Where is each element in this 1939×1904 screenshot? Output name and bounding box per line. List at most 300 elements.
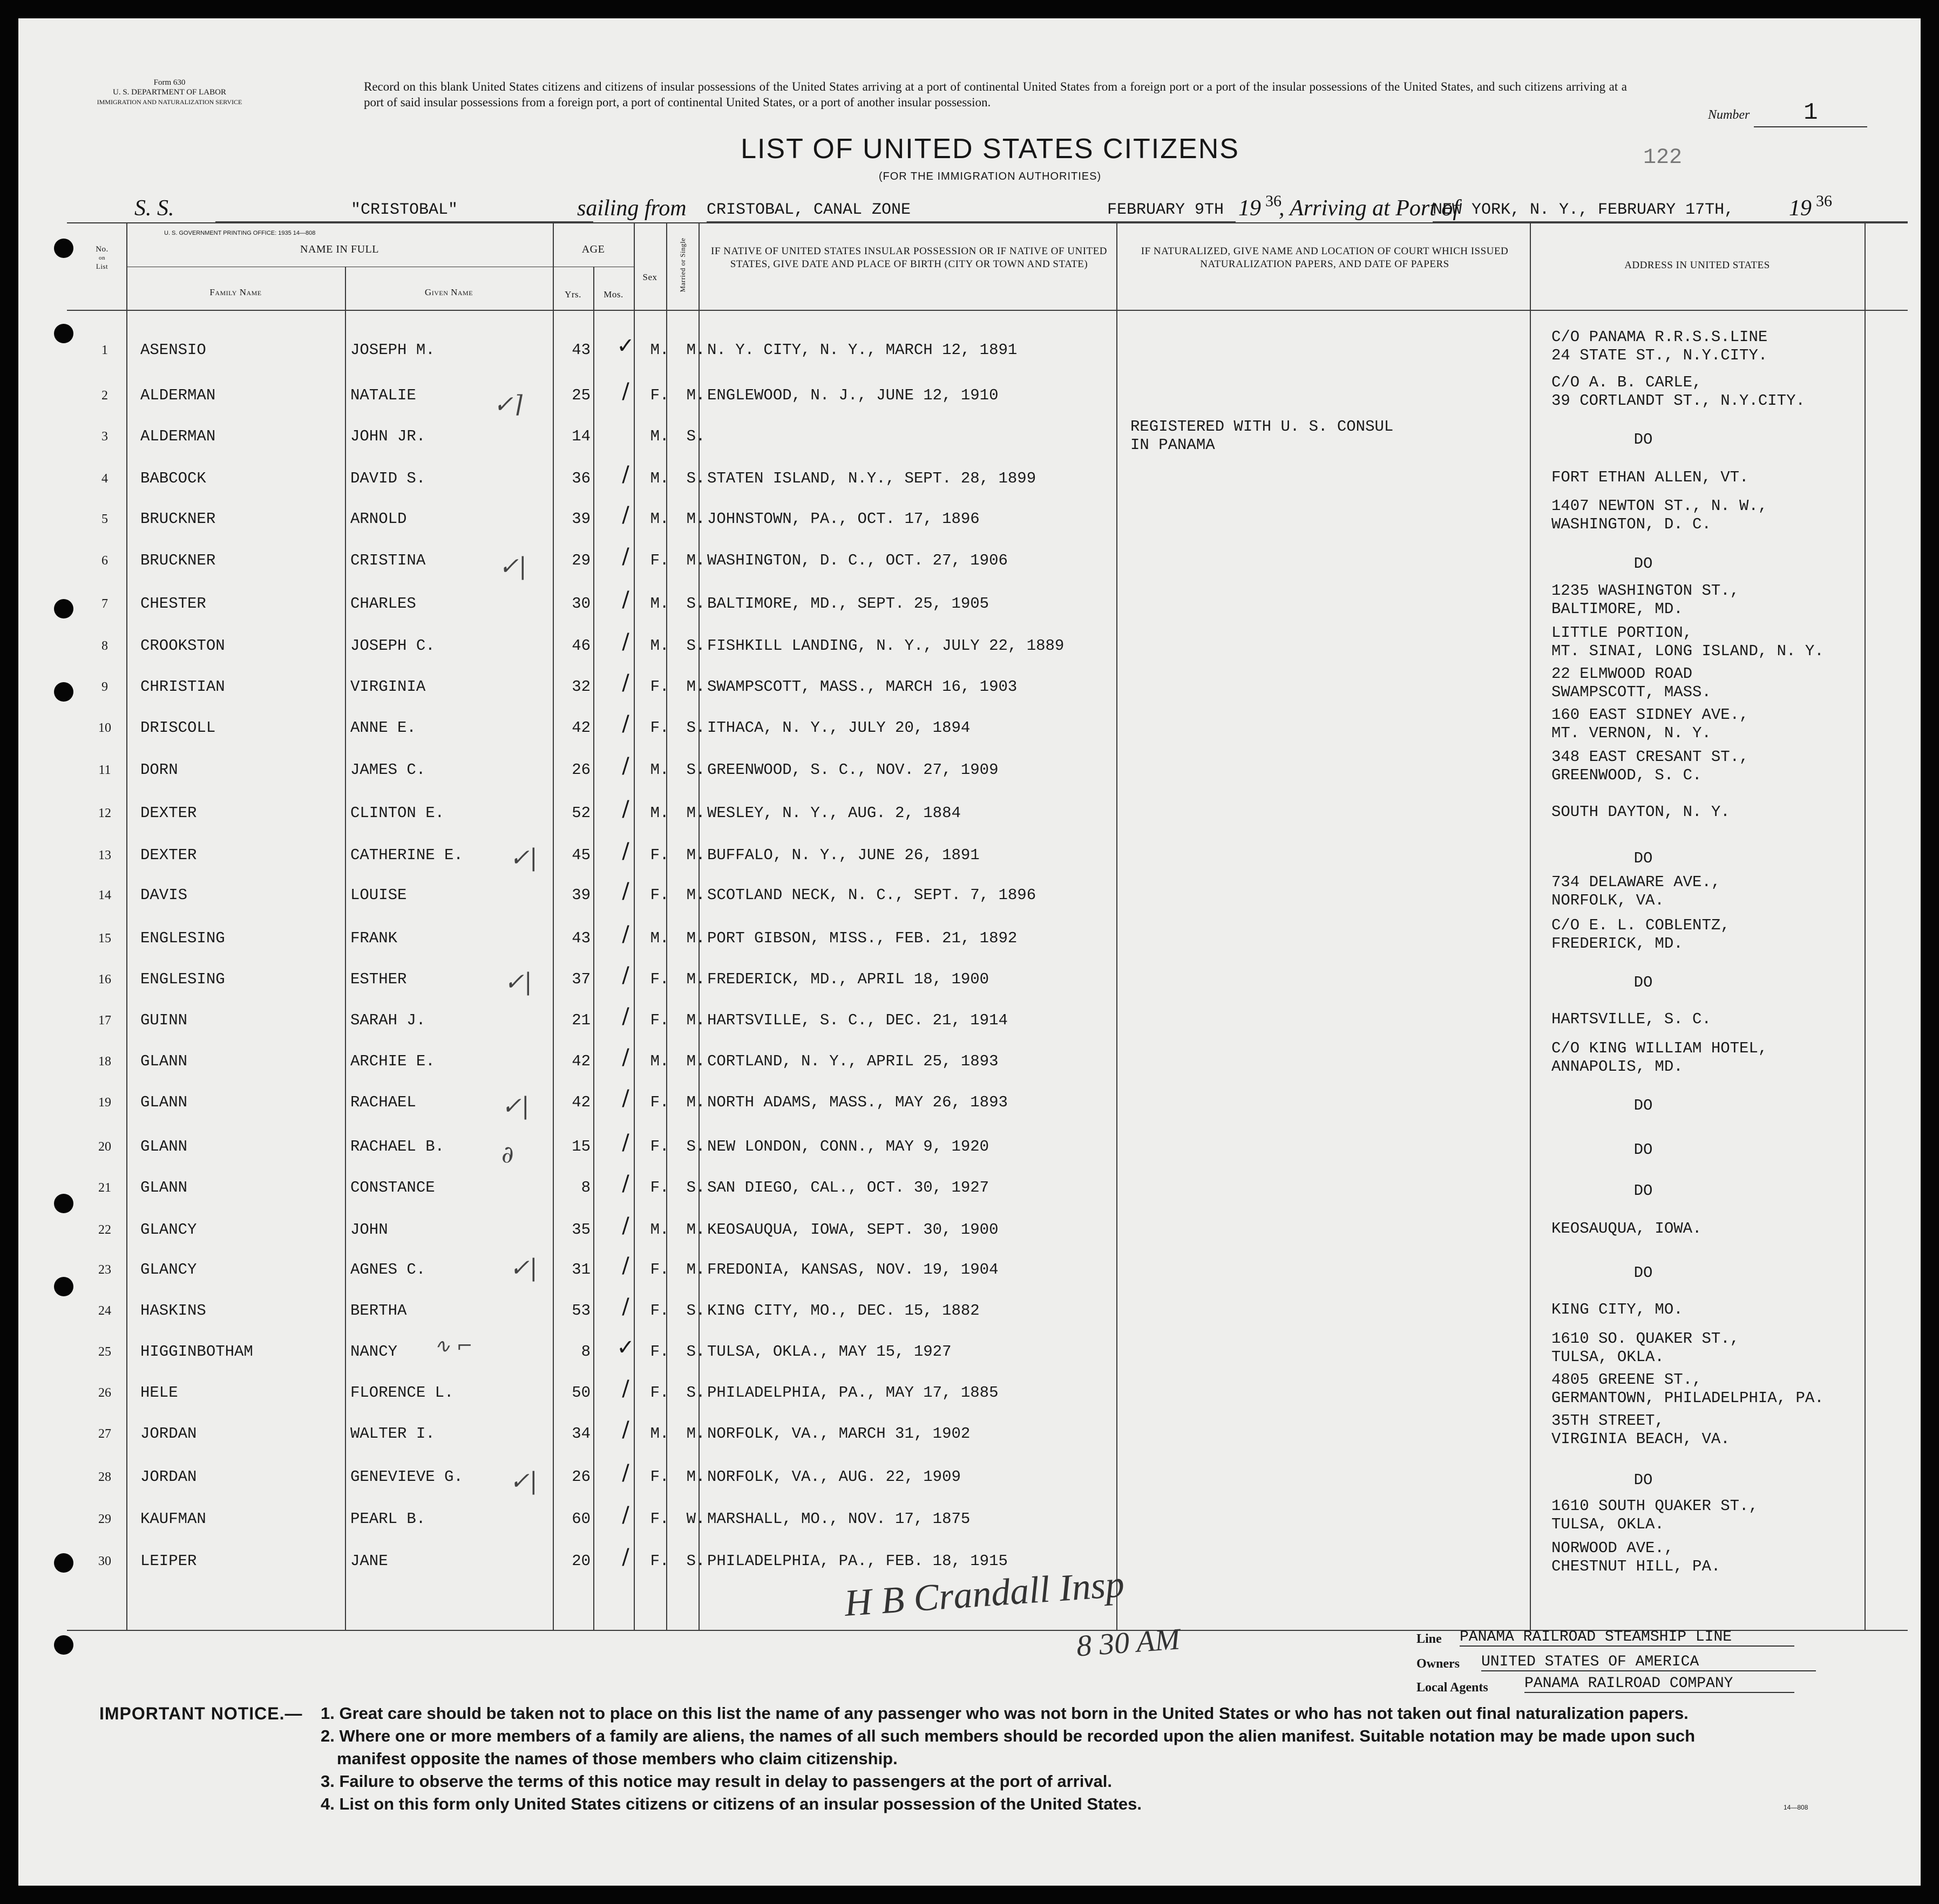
sex: F. (650, 552, 669, 569)
marital-status: M. (686, 1425, 706, 1443)
birth-place-date: FREDERICK, MD., APRIL 18, 1900 (707, 970, 989, 988)
family-name: CROOKSTON (140, 637, 225, 655)
age-years: 21 (572, 1011, 591, 1029)
age-years: 35 (572, 1221, 591, 1239)
family-name: DRISCOLL (140, 719, 216, 737)
us-address: 1235 WASHINGTON ST., BALTIMORE, MD. (1551, 582, 1740, 618)
marital-status: M. (686, 804, 706, 822)
age-years: 52 (572, 804, 591, 822)
us-address: C/O E. L. COBLENTZ, FREDERICK, MD. (1551, 916, 1730, 953)
sex: F. (650, 1552, 669, 1570)
header-bottom-rule (67, 310, 1908, 311)
year-from: 36 (1265, 192, 1282, 210)
family-name: ENGLESING (140, 929, 225, 947)
sex: M. (650, 761, 669, 779)
tick-mark: / (622, 1417, 629, 1442)
tick-mark: / (622, 1376, 629, 1401)
family-name: BABCOCK (140, 470, 206, 487)
row-number: 11 (98, 763, 111, 777)
table-row (18, 418, 1921, 464)
age-years: 53 (572, 1302, 591, 1320)
row-number: 4 (101, 472, 108, 486)
family-name: HASKINS (140, 1302, 206, 1320)
inspector-signature: H B Crandall Insp (843, 1563, 1126, 1625)
us-address: DO (1633, 849, 1653, 867)
given-name: DAVID S. (350, 470, 426, 487)
tick-mark: / (622, 753, 629, 778)
family-name: HIGGINBOTHAM (140, 1343, 253, 1361)
header-given-name: Given Name (424, 287, 473, 297)
table-row (18, 328, 1921, 378)
us-address: 734 DELAWARE AVE., NORFOLK, VA. (1551, 873, 1721, 909)
tick-mark: / (622, 629, 629, 654)
given-name: AGNES C. (350, 1261, 426, 1279)
row-number: 12 (98, 806, 111, 820)
inspection-time: 8 30 AM (1075, 1622, 1181, 1663)
tick-mark: / (622, 711, 629, 736)
row-number: 13 (98, 848, 111, 862)
table-row (18, 373, 1921, 423)
given-name: VIRGINIA (350, 678, 426, 696)
sex: F. (650, 1138, 669, 1155)
marital-status: M. (686, 1052, 706, 1070)
marital-status: S. (686, 1384, 706, 1402)
table-row (18, 797, 1921, 841)
age-years: 32 (572, 678, 591, 696)
tick-mark: / (622, 502, 629, 527)
age-years: 43 (572, 341, 591, 359)
us-address: 348 EAST CRESANT ST., GREENWOOD, S. C. (1551, 748, 1749, 784)
handwritten-mark: ∂ (501, 1141, 514, 1168)
arrival-port-date: NEW YORK, N. Y., FEBRUARY 17TH, (1433, 201, 1908, 222)
header-no: No. on List (96, 245, 109, 270)
marital-status: W. (686, 1510, 706, 1528)
sex: F. (650, 1384, 669, 1402)
marital-status: M. (686, 1221, 706, 1239)
us-address: HARTSVILLE, S. C. (1551, 1010, 1711, 1028)
handwritten-mark: ✓| (510, 844, 538, 872)
us-address: DO (1633, 1471, 1653, 1489)
birth-place-date: NORFOLK, VA., MARCH 31, 1902 (707, 1425, 971, 1443)
row-number: 2 (101, 389, 108, 403)
binder-hole (54, 239, 73, 258)
birth-place-date: SWAMPSCOTT, MASS., MARCH 16, 1903 (707, 678, 1018, 696)
us-address: FORT ETHAN ALLEN, VT. (1551, 468, 1749, 486)
marital-status: M. (686, 386, 706, 404)
birth-place-date: WESLEY, N. Y., AUG. 2, 1884 (707, 804, 961, 822)
line-value: PANAMA RAILROAD STEAMSHIP LINE (1460, 1629, 1794, 1647)
departure-date: FEBRUARY 9TH (1095, 201, 1236, 222)
given-name: LOUISE (350, 886, 407, 904)
tick-mark: / (622, 797, 629, 821)
given-name: FLORENCE L. (350, 1384, 454, 1402)
given-name: RACHAEL (350, 1093, 416, 1111)
given-name: JAMES C. (350, 761, 426, 779)
us-address: 1610 SOUTH QUAKER ST., TULSA, OKLA. (1551, 1497, 1758, 1533)
us-address: 160 EAST SIDNEY AVE., MT. VERNON, N. Y. (1551, 706, 1749, 742)
given-name: BERTHA (350, 1302, 407, 1320)
header-sex: Sex (642, 272, 657, 282)
given-name: WALTER I. (350, 1425, 435, 1443)
birth-place-date: HARTSVILLE, S. C., DEC. 21, 1914 (707, 1011, 1008, 1029)
us-address: 35TH STREET, VIRGINIA BEACH, VA. (1551, 1412, 1730, 1448)
us-address: 4805 GREENE ST., GERMANTOWN, PHILADELPHIA, PA. (1551, 1371, 1824, 1407)
marital-status: S. (686, 595, 706, 613)
age-years: 26 (572, 761, 591, 779)
marital-status: M. (686, 552, 706, 569)
notice-item: 3. Failure to observe the terms of this notice may result in delay to passengers at the port of arrival. (321, 1772, 1113, 1791)
table-row (18, 1171, 1921, 1215)
table-row (18, 1039, 1921, 1089)
table-row (18, 1412, 1921, 1461)
sex: M. (650, 1221, 669, 1239)
notice-item: 4. List on this form only United States citizens or citizens of an insular possession of the United States. (321, 1794, 1142, 1813)
binder-hole (54, 324, 73, 343)
marital-status: M. (686, 929, 706, 947)
sex: F. (650, 386, 669, 404)
birth-place-date: ITHACA, N. Y., JULY 20, 1894 (707, 719, 971, 737)
marital-status: M. (686, 846, 706, 864)
age-years: 31 (572, 1261, 591, 1279)
us-address: DO (1633, 1264, 1653, 1282)
family-name: GLANCY (140, 1261, 197, 1279)
marital-status: M. (686, 1468, 706, 1486)
given-name: NATALIE (350, 386, 416, 404)
given-name: SARAH J. (350, 1011, 426, 1029)
tick-mark: / (622, 544, 629, 569)
birth-place-date: CORTLAND, N. Y., APRIL 25, 1893 (707, 1052, 999, 1070)
page-subtitle: (FOR THE IMMIGRATION AUTHORITIES) (878, 171, 1102, 182)
row-number: 28 (98, 1470, 111, 1484)
birth-place-date: N. Y. CITY, N. Y., MARCH 12, 1891 (707, 341, 1018, 359)
marital-status: S. (686, 1179, 706, 1196)
birth-place-date: SCOTLAND NECK, N. C., SEPT. 7, 1896 (707, 886, 1036, 904)
age-years: 42 (572, 719, 591, 737)
us-address: DO (1633, 974, 1653, 991)
tick-mark: / (622, 1213, 629, 1238)
age-years: 46 (572, 637, 591, 655)
family-name: DEXTER (140, 846, 197, 864)
form-identifier (72, 78, 267, 107)
number-label: Number (1708, 108, 1750, 122)
row-number: 30 (98, 1554, 111, 1568)
ship-name: "CRISTOBAL" (215, 201, 593, 222)
age-years: 15 (572, 1138, 591, 1155)
row-number: 20 (98, 1140, 111, 1154)
sex: F. (650, 970, 669, 988)
family-name: DEXTER (140, 804, 197, 822)
marital-status: M. (686, 886, 706, 904)
handwritten-mark: ✓⌉ (493, 391, 523, 418)
row-number: 9 (101, 680, 108, 694)
row-number: 23 (98, 1263, 111, 1277)
tick-mark: / (622, 1460, 629, 1485)
us-address: DO (1633, 431, 1653, 448)
given-name: GENEVIEVE G. (350, 1468, 463, 1486)
number-value: 1 (1754, 99, 1867, 127)
tick-mark: / (622, 879, 629, 903)
row-number: 6 (101, 554, 108, 568)
family-name: BRUCKNER (140, 552, 216, 569)
notice-item: 1. Great care should be taken not to place on this list the name of any passenger who was not born in the United States or who has not taken out final naturalization papers. (321, 1704, 1689, 1723)
marital-status: M. (686, 1261, 706, 1279)
us-address: LITTLE PORTION, MT. SINAI, LONG ISLAND, N. Y. (1551, 624, 1824, 660)
tick-mark: / (622, 1502, 629, 1527)
binder-hole (54, 599, 73, 618)
marital-status: S. (686, 1302, 706, 1320)
binder-hole (54, 1277, 73, 1296)
bottom-form-number: 14—808 (1784, 1804, 1808, 1811)
page-stamp: 122 (1643, 146, 1683, 170)
row-number: 22 (98, 1223, 111, 1237)
age-years: 60 (572, 1510, 591, 1528)
age-years: 39 (572, 510, 591, 528)
handwritten-mark: ∿ ⌐ (434, 1335, 473, 1357)
binder-hole (54, 1194, 73, 1213)
birth-place-date: WASHINGTON, D. C., OCT. 27, 1906 (707, 552, 1008, 569)
sex: M. (650, 929, 669, 947)
birth-place-date: BUFFALO, N. Y., JUNE 26, 1891 (707, 846, 980, 864)
marital-status: S. (686, 427, 706, 445)
age-years: 25 (572, 386, 591, 404)
service-name: IMMIGRATION AND NATURALIZATION SERVICE (97, 98, 242, 106)
row-number: 29 (98, 1512, 111, 1526)
manifest-sheet (18, 18, 1921, 1886)
us-address: 22 ELMWOOD ROAD SWAMPSCOTT, MASS. (1551, 665, 1711, 701)
family-name: JORDAN (140, 1425, 197, 1443)
sex: F. (650, 1302, 669, 1320)
age-years: 39 (572, 886, 591, 904)
marital-status: M. (686, 970, 706, 988)
handwritten-mark: ✓| (510, 1467, 538, 1495)
marital-status: M. (686, 1011, 706, 1029)
us-address: DO (1633, 1097, 1653, 1114)
age-years: 8 (581, 1343, 591, 1361)
sex: F. (650, 1093, 669, 1111)
agents-value: PANAMA RAILROAD COMPANY (1524, 1675, 1794, 1693)
table-row (18, 963, 1921, 1007)
sex: M. (650, 341, 669, 359)
sex: M. (650, 1425, 669, 1443)
header-naturalized: IF NATURALIZED, GIVE NAME AND LOCATION OF COURT WHICH ISSUED NATURALIZATION PAPERS, AND DATE OF PAPERS (1141, 246, 1509, 270)
tick-mark: / (622, 1086, 629, 1111)
sex: F. (650, 846, 669, 864)
header-married-single: Married or Single (679, 237, 687, 293)
agents-label: Local Agents (1416, 1681, 1488, 1695)
family-name: ASENSIO (140, 341, 206, 359)
birth-place-date: TULSA, OKLA., MAY 15, 1927 (707, 1343, 952, 1361)
given-name: JANE (350, 1552, 388, 1570)
marital-status: M. (686, 341, 706, 359)
marital-status: S. (686, 1343, 706, 1361)
sex: F. (650, 1261, 669, 1279)
year-to: 36 (1816, 192, 1832, 210)
family-name: GUINN (140, 1011, 188, 1029)
given-name: ANNE E. (350, 719, 416, 737)
tick-mark: / (622, 1253, 629, 1278)
tick-mark: / (622, 1171, 629, 1196)
tick-mark: / (622, 587, 629, 612)
row-number: 27 (98, 1427, 111, 1441)
given-name: JOHN JR. (350, 427, 426, 445)
birth-place-date: BALTIMORE, MD., SEPT. 25, 1905 (707, 595, 989, 613)
instructions-text: Record on this blank United States citizens and citizens of insular possessions of the United States arriving at a port of continental United States from a foreign port or a port of the insular possessions of the United States, and such citizens arriving at a port of said insular possessions from a foreign port, a port of continental United States, or a port of another insular possession. (364, 80, 1627, 109)
us-address: NORWOOD AVE., CHESTNUT HILL, PA. (1551, 1539, 1721, 1575)
age-years: 34 (572, 1425, 591, 1443)
table-row (18, 1086, 1921, 1130)
voyage-line (134, 192, 1883, 226)
header-yrs: Yrs. (565, 289, 581, 300)
given-name: PEARL B. (350, 1510, 426, 1528)
given-name: ESTHER (350, 970, 407, 988)
year-prefix-from: 19 (1238, 196, 1261, 221)
row-number: 1 (101, 343, 108, 357)
family-name: GLANN (140, 1138, 188, 1155)
family-name: DAVIS (140, 886, 188, 904)
sex: M. (650, 637, 669, 655)
birth-place-date: NEW LONDON, CONN., MAY 9, 1920 (707, 1138, 989, 1155)
marital-status: S. (686, 761, 706, 779)
sex: F. (650, 1468, 669, 1486)
table-row (18, 1213, 1921, 1257)
us-address: DO (1633, 1182, 1653, 1200)
sailing-label: sailing from (577, 196, 687, 221)
ss-label: S. S. (134, 196, 174, 221)
header-name-in-full: NAME IN FULL (300, 243, 379, 255)
tick-mark: / (622, 839, 629, 863)
birth-place-date: NORTH ADAMS, MASS., MAY 26, 1893 (707, 1093, 1008, 1111)
table-row (18, 1130, 1921, 1174)
header-age: AGE (581, 243, 605, 255)
form-number: Form 630 (153, 78, 186, 87)
birth-place-date: FISHKILL LANDING, N. Y., JULY 22, 1889 (707, 637, 1065, 655)
header-birth: IF NATIVE OF UNITED STATES INSULAR POSSESSION OR IF NATIVE OF UNITED STATES, GIVE DATE AND PLACE OF BIRTH (CITY OR TOWN AND STATE) (711, 246, 1107, 270)
owners-label: Owners (1416, 1657, 1460, 1671)
marital-status: S. (686, 719, 706, 737)
sex: F. (650, 886, 669, 904)
family-name: ENGLESING (140, 970, 225, 988)
age-years: 36 (572, 470, 591, 487)
family-name: GLANN (140, 1093, 188, 1111)
naturalization-info: REGISTERED WITH U. S. CONSUL IN PANAMA (1130, 418, 1394, 454)
age-years: 29 (572, 552, 591, 569)
table-top-rule (67, 222, 1908, 223)
tick-mark: / (622, 379, 629, 404)
age-years: 14 (572, 427, 591, 445)
tick-mark: / (622, 922, 629, 947)
table-row (18, 497, 1921, 547)
age-years: 30 (572, 595, 591, 613)
family-name: GLANN (140, 1052, 188, 1070)
birth-place-date: PORT GIBSON, MISS., FEB. 21, 1892 (707, 929, 1018, 947)
family-name: ALDERMAN (140, 427, 216, 445)
owners-value: UNITED STATES OF AMERICA (1481, 1654, 1816, 1671)
header-address: ADDRESS IN UNITED STATES (1624, 260, 1770, 271)
header-family-name: Family Name (209, 287, 262, 297)
printer-note: U. S. GOVERNMENT PRINTING OFFICE: 1935 14—808 (164, 230, 316, 236)
sex: M. (650, 1052, 669, 1070)
family-name: ALDERMAN (140, 386, 216, 404)
us-address: 1610 SO. QUAKER ST., TULSA, OKLA. (1551, 1330, 1740, 1366)
row-number: 14 (98, 888, 111, 902)
given-name: CHARLES (350, 595, 416, 613)
age-years: 26 (572, 1468, 591, 1486)
row-number: 3 (101, 430, 108, 444)
marital-status: M. (686, 1093, 706, 1111)
sex: F. (650, 1510, 669, 1528)
us-address: KEOSAUQUA, IOWA. (1551, 1220, 1702, 1237)
notice-item: 2. Where one or more members of a family are aliens, the names of all such members should be recorded upon the alien manifest. Suitable notation may be made upon such (321, 1726, 1696, 1745)
marital-status: M. (686, 678, 706, 696)
row-number: 18 (98, 1055, 111, 1069)
given-name: ARNOLD (350, 510, 407, 528)
family-name: CHRISTIAN (140, 678, 225, 696)
sex: F. (650, 1179, 669, 1196)
row-number: 10 (98, 721, 111, 735)
departure-port: CRISTOBAL, CANAL ZONE (707, 201, 1095, 222)
row-number: 8 (101, 639, 108, 653)
sex: M. (650, 427, 669, 445)
sex: M. (650, 510, 669, 528)
marital-status: S. (686, 1552, 706, 1570)
given-name: FRANK (350, 929, 398, 947)
age-years: 20 (572, 1552, 591, 1570)
birth-place-date: SAN DIEGO, CAL., OCT. 30, 1927 (707, 1179, 989, 1196)
given-name: JOSEPH M. (350, 341, 435, 359)
family-name: GLANCY (140, 1221, 197, 1239)
family-name: DORN (140, 761, 178, 779)
birth-place-date: MARSHALL, MO., NOV. 17, 1875 (707, 1510, 971, 1528)
age-years: 8 (581, 1179, 591, 1196)
binder-hole (54, 1635, 73, 1655)
marital-status: M. (686, 510, 706, 528)
given-name: JOHN (350, 1221, 388, 1239)
given-name: CLINTON E. (350, 804, 445, 822)
age-years: 43 (572, 929, 591, 947)
us-address: KING CITY, MO. (1551, 1301, 1683, 1318)
list-number (1708, 99, 1902, 127)
birth-place-date: KEOSAUQUA, IOWA, SEPT. 30, 1900 (707, 1221, 999, 1239)
handwritten-mark: ✓| (504, 968, 532, 996)
us-address: SOUTH DAYTON, N. Y. (1551, 803, 1730, 821)
family-name: LEIPER (140, 1552, 197, 1570)
table-row (18, 748, 1921, 798)
us-address: DO (1633, 1141, 1653, 1159)
given-name: ARCHIE E. (350, 1052, 435, 1070)
birth-place-date: STATEN ISLAND, N.Y., SEPT. 28, 1899 (707, 470, 1036, 487)
age-years: 45 (572, 846, 591, 864)
family-name: BRUCKNER (140, 510, 216, 528)
birth-place-date: PHILADELPHIA, PA., FEB. 18, 1915 (707, 1552, 1008, 1570)
tick-mark: ✓ (616, 334, 635, 358)
page-title: LIST OF UNITED STATES CITIZENS (741, 133, 1239, 165)
tick-mark: / (622, 963, 629, 988)
birth-place-date: JOHNSTOWN, PA., OCT. 17, 1896 (707, 510, 980, 528)
marital-status: S. (686, 637, 706, 655)
row-number: 25 (98, 1345, 111, 1359)
row-number: 5 (101, 512, 108, 526)
family-name: CHESTER (140, 595, 206, 613)
birth-place-date: FREDONIA, KANSAS, NOV. 19, 1904 (707, 1261, 999, 1279)
given-name: CATHERINE E. (350, 846, 463, 864)
us-address: 1407 NEWTON ST., N. W., WASHINGTON, D. C. (1551, 497, 1768, 533)
tick-mark: / (622, 1045, 629, 1070)
row-number: 19 (98, 1096, 111, 1110)
row-number: 26 (98, 1386, 111, 1400)
tick-mark: / (622, 462, 629, 487)
tick-mark: / (622, 670, 629, 695)
given-name: RACHAEL B. (350, 1138, 445, 1155)
